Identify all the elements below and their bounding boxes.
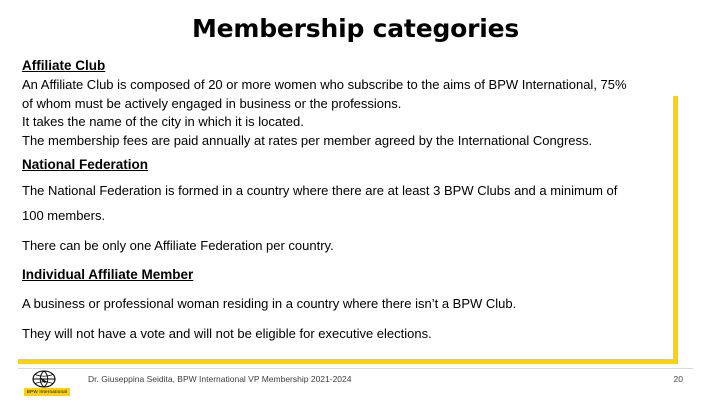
- footer-divider: [18, 368, 693, 369]
- section-paragraph: An Affiliate Club is composed of 20 or more women who subscribe to the aims of BPW International, 75%: [22, 77, 627, 92]
- logo-bar: [24, 388, 70, 396]
- section-paragraph: A business or professional woman residing in a country where there isn’t a BPW Club.: [22, 296, 517, 311]
- spacer: [22, 255, 672, 266]
- section-paragraph: of whom must be actively engaged in business or the professions.: [22, 95, 402, 111]
- globe-icon: [32, 370, 56, 388]
- section-affiliate-club: [22, 57, 672, 150]
- spacer: [22, 313, 672, 324]
- section-heading-national-federation: National Federation: [22, 157, 149, 172]
- page-title: Membership categories: [191, 14, 520, 43]
- section-heading-affiliate-club: Affiliate Club: [22, 58, 106, 73]
- section-paragraph: There can be only one Affiliate Federation per country.: [22, 238, 334, 253]
- section-paragraph: 100 members.: [22, 208, 106, 223]
- section-paragraph: It takes the name of the city in which it is located.: [22, 114, 304, 129]
- slide-content: [22, 57, 672, 343]
- bpw-logo: [24, 370, 70, 396]
- logo-text: BPW International: [26, 389, 68, 394]
- section-heading-individual-affiliate-member: Individual Affiliate Member: [22, 267, 194, 282]
- footer-credit: Dr. Giuseppina Seidita, BPW International VP Membership 2021-2024: [88, 374, 352, 384]
- section-paragraph: They will not have a vote and will not be eligible for executive elections.: [22, 326, 432, 341]
- section-national-federation: [22, 156, 672, 255]
- spacer: [22, 285, 672, 294]
- section-individual-affiliate-member: [22, 266, 672, 343]
- section-paragraph: The membership fees are paid annually at rates per member agreed by the International Congress.: [22, 132, 593, 148]
- section-paragraph: The National Federation is formed in a country where there are at least 3 BPW Clubs and a minimum of: [22, 183, 618, 198]
- page-number: 20: [673, 374, 683, 384]
- spacer: [22, 225, 672, 236]
